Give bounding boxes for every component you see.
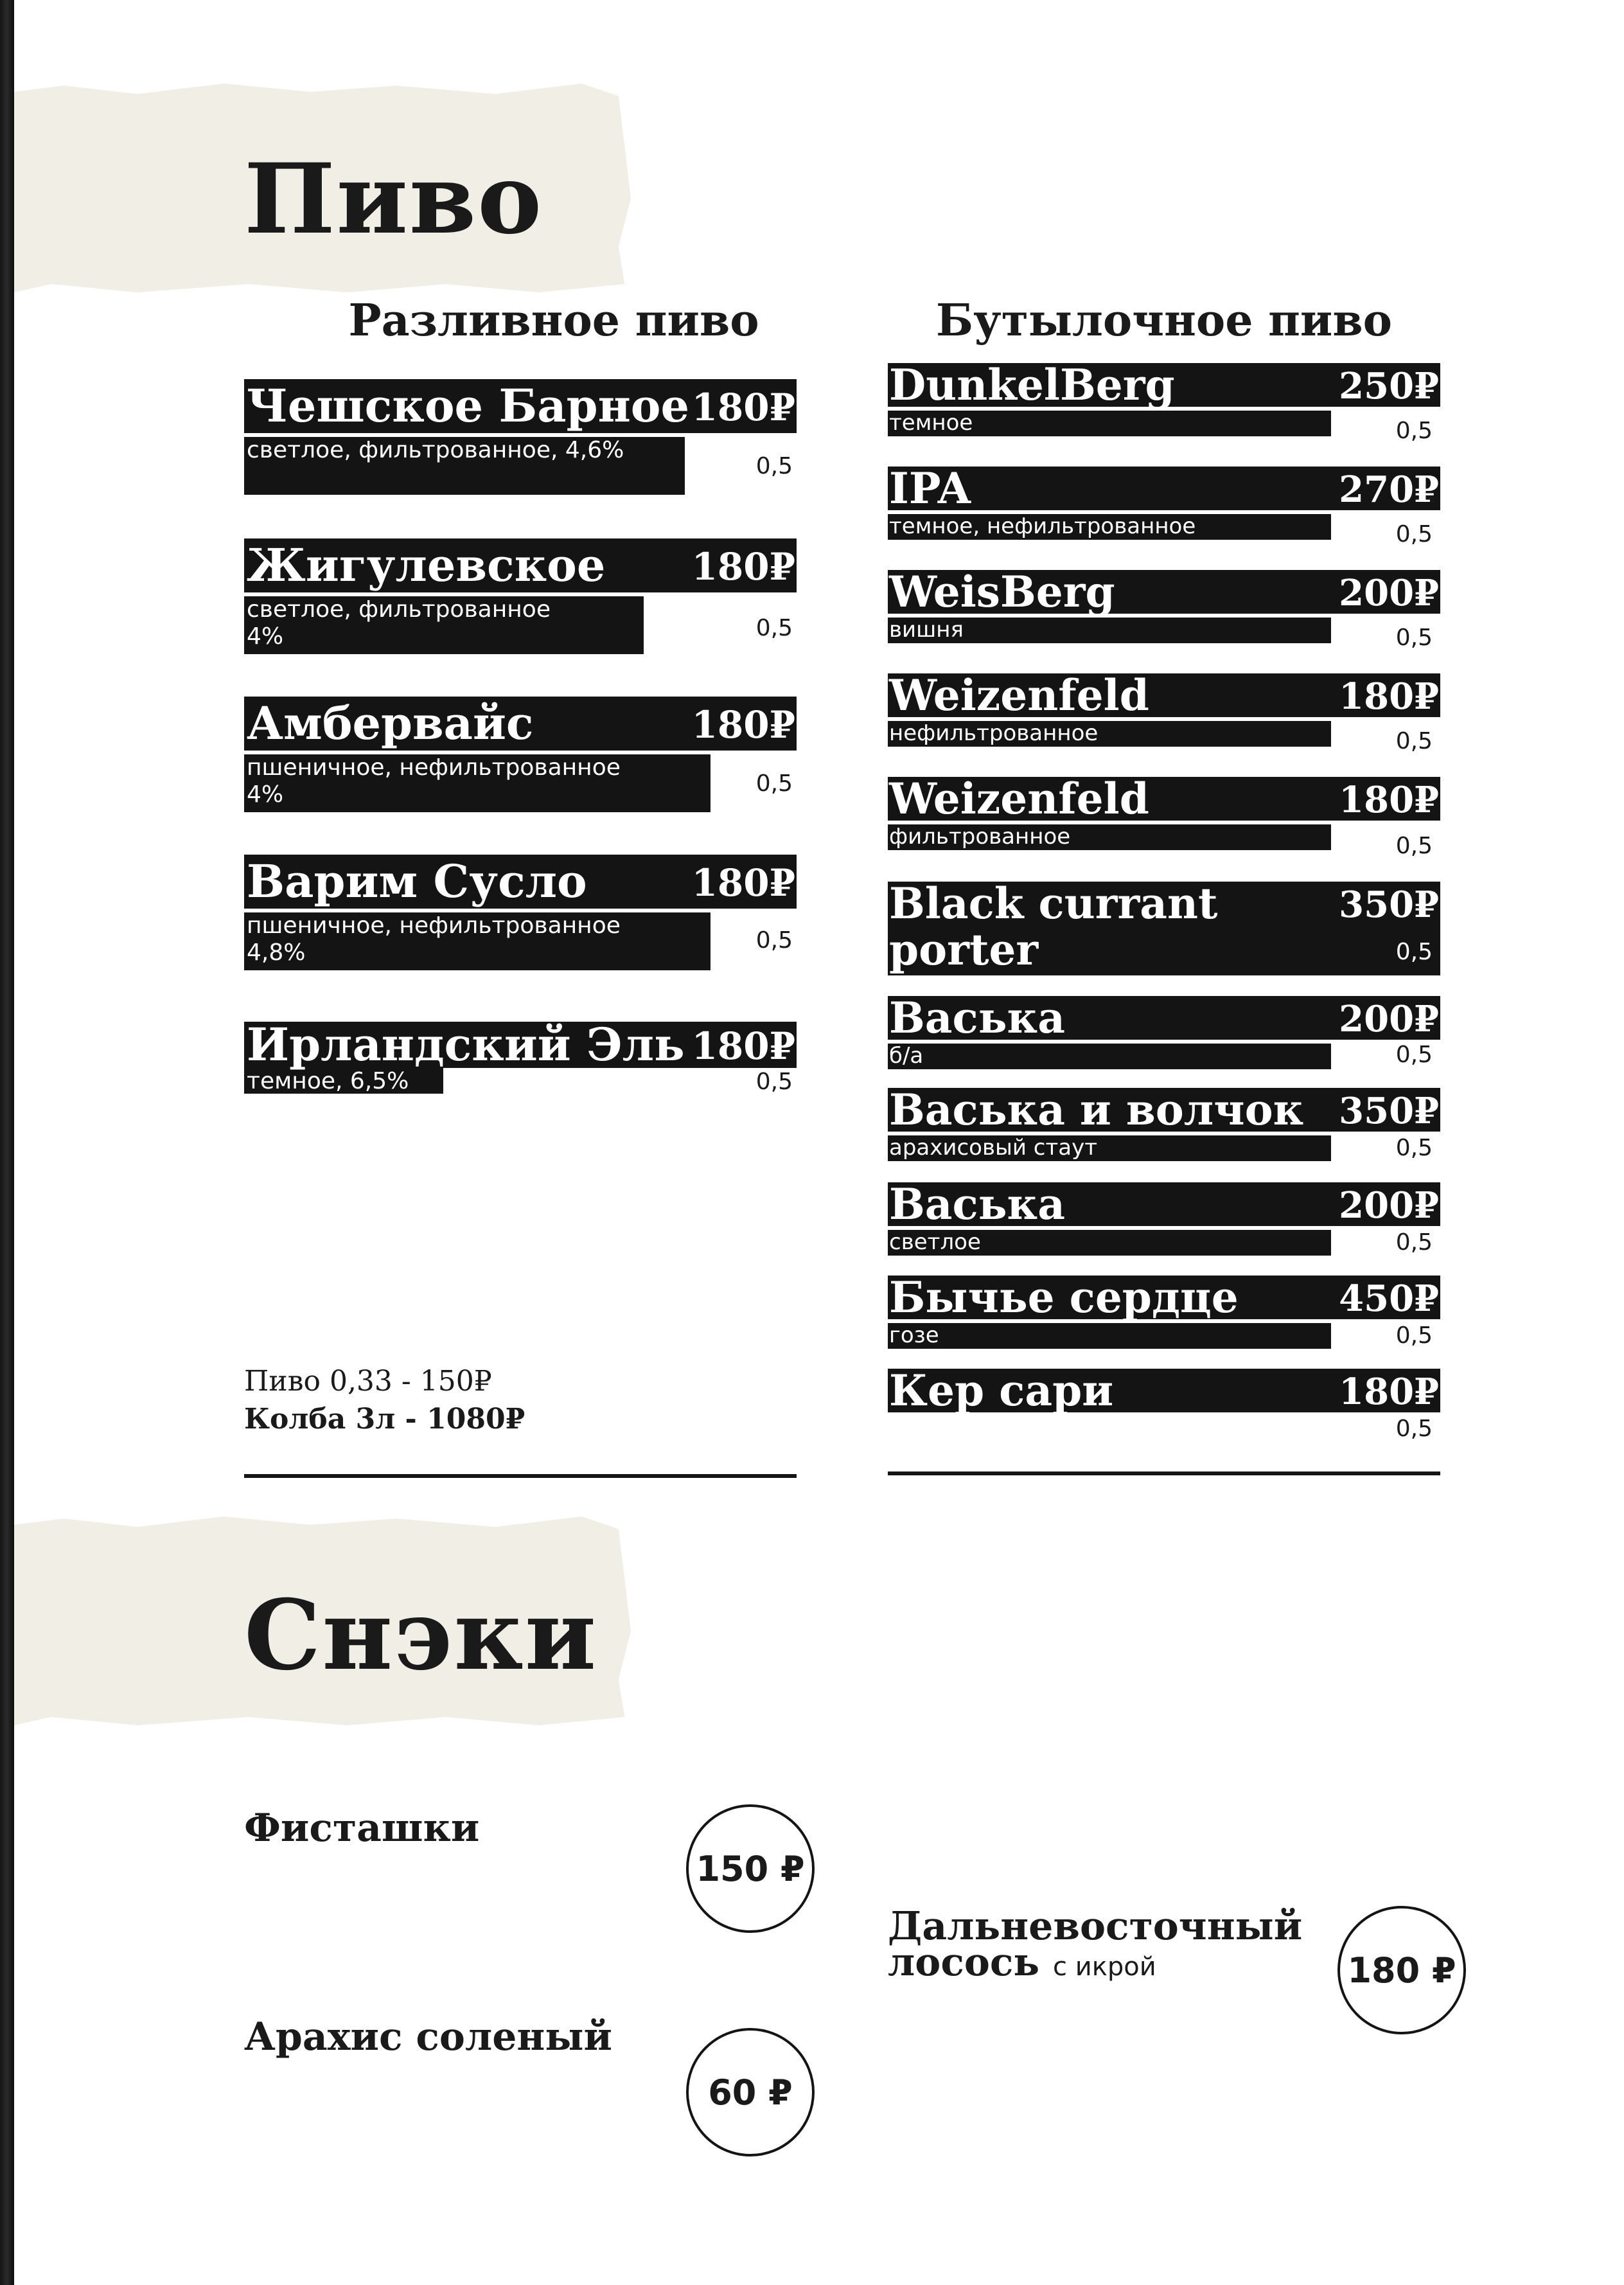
- item-description: светлое, фильтрованное 4%: [244, 596, 644, 654]
- item-description: светлое: [888, 1230, 1331, 1256]
- item-name-bar: [888, 1085, 1440, 1135]
- item-price: 180₽: [691, 386, 795, 429]
- divider-line: [888, 1471, 1440, 1475]
- section-title-snacks: Снэки: [244, 1579, 598, 1692]
- draft-beer-item: [244, 379, 797, 495]
- item-name: Weizenfeld: [889, 670, 1149, 720]
- item-name-bar: [888, 1365, 1440, 1416]
- item-description: темное: [888, 411, 1331, 436]
- item-volume: 0,5: [755, 1069, 793, 1095]
- item-name-bar: [888, 1272, 1440, 1322]
- flask-price: Колба 3л - 1080₽: [244, 1403, 525, 1436]
- item-name-bar: [888, 993, 1440, 1043]
- bottled-beer-item: [888, 360, 1440, 444]
- item-price: 200₽: [1339, 998, 1439, 1040]
- item-price: 200₽: [1339, 1184, 1439, 1227]
- item-description: вишня: [888, 618, 1331, 643]
- item-price: 450₽: [1339, 1277, 1439, 1320]
- snack-price: 60 ₽: [708, 2072, 793, 2113]
- item-volume: 0,5: [1395, 521, 1433, 547]
- bottled-beer-item: [888, 567, 1440, 651]
- item-volume: 0,5: [755, 615, 793, 641]
- price-circle: [686, 1804, 815, 1933]
- item-price: 250₽: [1339, 365, 1439, 407]
- bottled-beer-item: [888, 463, 1440, 547]
- item-name-bar: [244, 697, 797, 751]
- snack-name-line2: [888, 1940, 1156, 1985]
- item-name-bar: [244, 538, 797, 592]
- item-volume: 0,5: [1395, 1229, 1433, 1256]
- item-volume: 0,5: [755, 927, 793, 954]
- item-description: фильтрованное: [888, 824, 1331, 850]
- item-volume: 0,5: [755, 453, 793, 479]
- item-name: Бычье сердце: [889, 1272, 1239, 1322]
- bottled-beer-item: [888, 1179, 1440, 1256]
- price-circle: [686, 2028, 815, 2156]
- item-name: Варим Сусло: [247, 855, 587, 908]
- item-description: б/а: [888, 1044, 1331, 1069]
- item-volume: 0,5: [1395, 833, 1433, 859]
- item-name: Васька: [889, 993, 1065, 1043]
- item-name-bar: [888, 1179, 1440, 1229]
- item-name-bar: [888, 670, 1440, 720]
- item-name-line1: Black currant: [889, 878, 1218, 929]
- item-description: гозе: [888, 1323, 1331, 1349]
- item-price: 180₽: [691, 703, 795, 747]
- item-volume: 0,5: [1395, 1135, 1433, 1161]
- price-circle: [1337, 1906, 1466, 2034]
- bottled-beer-item: [888, 993, 1440, 1069]
- item-price: 350₽: [1339, 884, 1439, 926]
- item-name: Амбервайс: [247, 697, 534, 750]
- item-price: 180₽: [691, 545, 795, 589]
- item-description: пшеничное, нефильтрованное 4%: [244, 754, 710, 812]
- snack-name: Арахис соленый: [244, 2014, 612, 2059]
- bottled-beer-item: [888, 1365, 1440, 1442]
- item-volume: 0,5: [755, 770, 793, 797]
- item-volume: 0,5: [1395, 939, 1433, 965]
- item-price: 180₽: [1339, 1371, 1439, 1413]
- item-description: темное, 6,5%: [244, 1068, 443, 1094]
- snack-name: Фисташки: [244, 1806, 480, 1851]
- item-name: Ирландский Эль: [247, 1018, 685, 1071]
- item-name: Жигулевское: [247, 538, 606, 592]
- item-volume: 0,5: [1395, 418, 1433, 444]
- item-name: Weizenfeld: [889, 774, 1149, 824]
- item-name: IPA: [889, 463, 971, 513]
- item-name: Кер сари: [889, 1365, 1114, 1416]
- item-description: темное, нефильтрованное: [888, 514, 1331, 540]
- item-description: светлое, фильтрованное, 4,6%: [244, 437, 685, 495]
- bottled-beer-heading: Бутылочное пиво: [936, 295, 1392, 346]
- item-description: нефильтрованное: [888, 721, 1331, 747]
- item-name-bar: [244, 379, 797, 433]
- item-price: 180₽: [1339, 779, 1439, 821]
- item-name: WeisBerg: [889, 567, 1115, 617]
- bottled-beer-item: [888, 878, 1440, 975]
- item-name-bar: [888, 878, 1440, 975]
- item-name-bar: [244, 855, 797, 909]
- snack-price: 180 ₽: [1347, 1950, 1456, 1991]
- item-name-bar: [244, 1018, 797, 1071]
- item-volume: 0,5: [1395, 728, 1433, 754]
- item-price: 350₽: [1339, 1090, 1439, 1132]
- item-price: 180₽: [691, 1024, 795, 1068]
- item-name-bar: [888, 567, 1440, 617]
- small-glass-price: Пиво 0,33 - 150₽: [244, 1365, 492, 1398]
- item-description: арахисовый стаут: [888, 1135, 1331, 1161]
- item-volume: 0,5: [1395, 1042, 1433, 1068]
- item-name: Васька и волчок: [889, 1085, 1304, 1135]
- item-volume: 0,5: [1395, 1322, 1433, 1349]
- item-name-bar: [888, 774, 1440, 824]
- item-price: 180₽: [1339, 675, 1439, 718]
- draft-beer-item: [244, 855, 797, 970]
- item-name-bar: [888, 360, 1440, 410]
- item-price: 200₽: [1339, 572, 1439, 614]
- item-name: Чешское Барное: [247, 379, 690, 432]
- item-price: 180₽: [691, 861, 795, 905]
- bottled-beer-item: [888, 1272, 1440, 1349]
- bottled-beer-item: [888, 774, 1440, 859]
- draft-beer-item: [244, 538, 797, 654]
- item-volume: 0,5: [1395, 1416, 1433, 1442]
- snack-note: с икрой: [1053, 1952, 1156, 1982]
- snack-name-text: лосось: [888, 1940, 1040, 1985]
- item-name: DunkelBerg: [889, 360, 1175, 410]
- bottled-beer-item: [888, 670, 1440, 754]
- snack-name-line1: Дальневосточный: [888, 1904, 1303, 1949]
- page-edge-decoration: [0, 0, 14, 2285]
- draft-footnote: [244, 1362, 525, 1439]
- divider-line: [244, 1474, 797, 1478]
- item-volume: 0,5: [1395, 625, 1433, 651]
- item-name-line2: porter: [889, 925, 1039, 975]
- item-price: 270₽: [1339, 468, 1439, 511]
- item-name: Васька: [889, 1179, 1065, 1229]
- bottled-beer-item: [888, 1085, 1440, 1161]
- draft-beer-item: [244, 1018, 797, 1095]
- section-title-beer: Пиво: [244, 143, 543, 256]
- item-description: пшеничное, нефильтрованное 4,8%: [244, 912, 710, 970]
- item-name-bar: [888, 463, 1440, 513]
- draft-beer-item: [244, 697, 797, 812]
- snack-price: 150 ₽: [696, 1848, 805, 1889]
- draft-beer-heading: Разливное пиво: [348, 295, 759, 346]
